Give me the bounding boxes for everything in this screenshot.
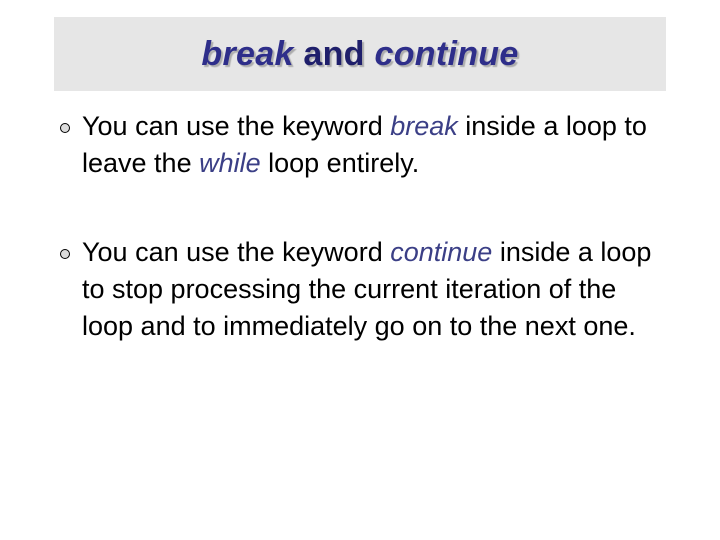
bullet-dot-icon — [60, 123, 70, 133]
bullet-item-continue — [60, 234, 670, 345]
bullet-text: You can use the keyword — [82, 237, 391, 267]
slide-title — [201, 35, 518, 74]
keyword-break: break — [390, 111, 458, 141]
bullet-list — [60, 108, 670, 345]
bullet-text: inside a loop to leave the — [82, 111, 647, 178]
title-and: and — [303, 34, 365, 73]
title-bar — [54, 17, 666, 91]
title-keyword-break: break — [201, 34, 294, 73]
bullet-text: loop entirely. — [260, 148, 420, 178]
bullet-dot-icon — [60, 249, 70, 259]
keyword-while: while — [199, 148, 261, 178]
title-keyword-continue: continue — [374, 34, 519, 73]
bullet-text: You can use the keyword — [82, 111, 391, 141]
bullet-text: inside a loop to stop processing the current iteration of the loop and to immediately go on to the next one. — [82, 237, 652, 341]
keyword-continue: continue — [390, 237, 493, 267]
bullet-item-break — [60, 108, 670, 182]
